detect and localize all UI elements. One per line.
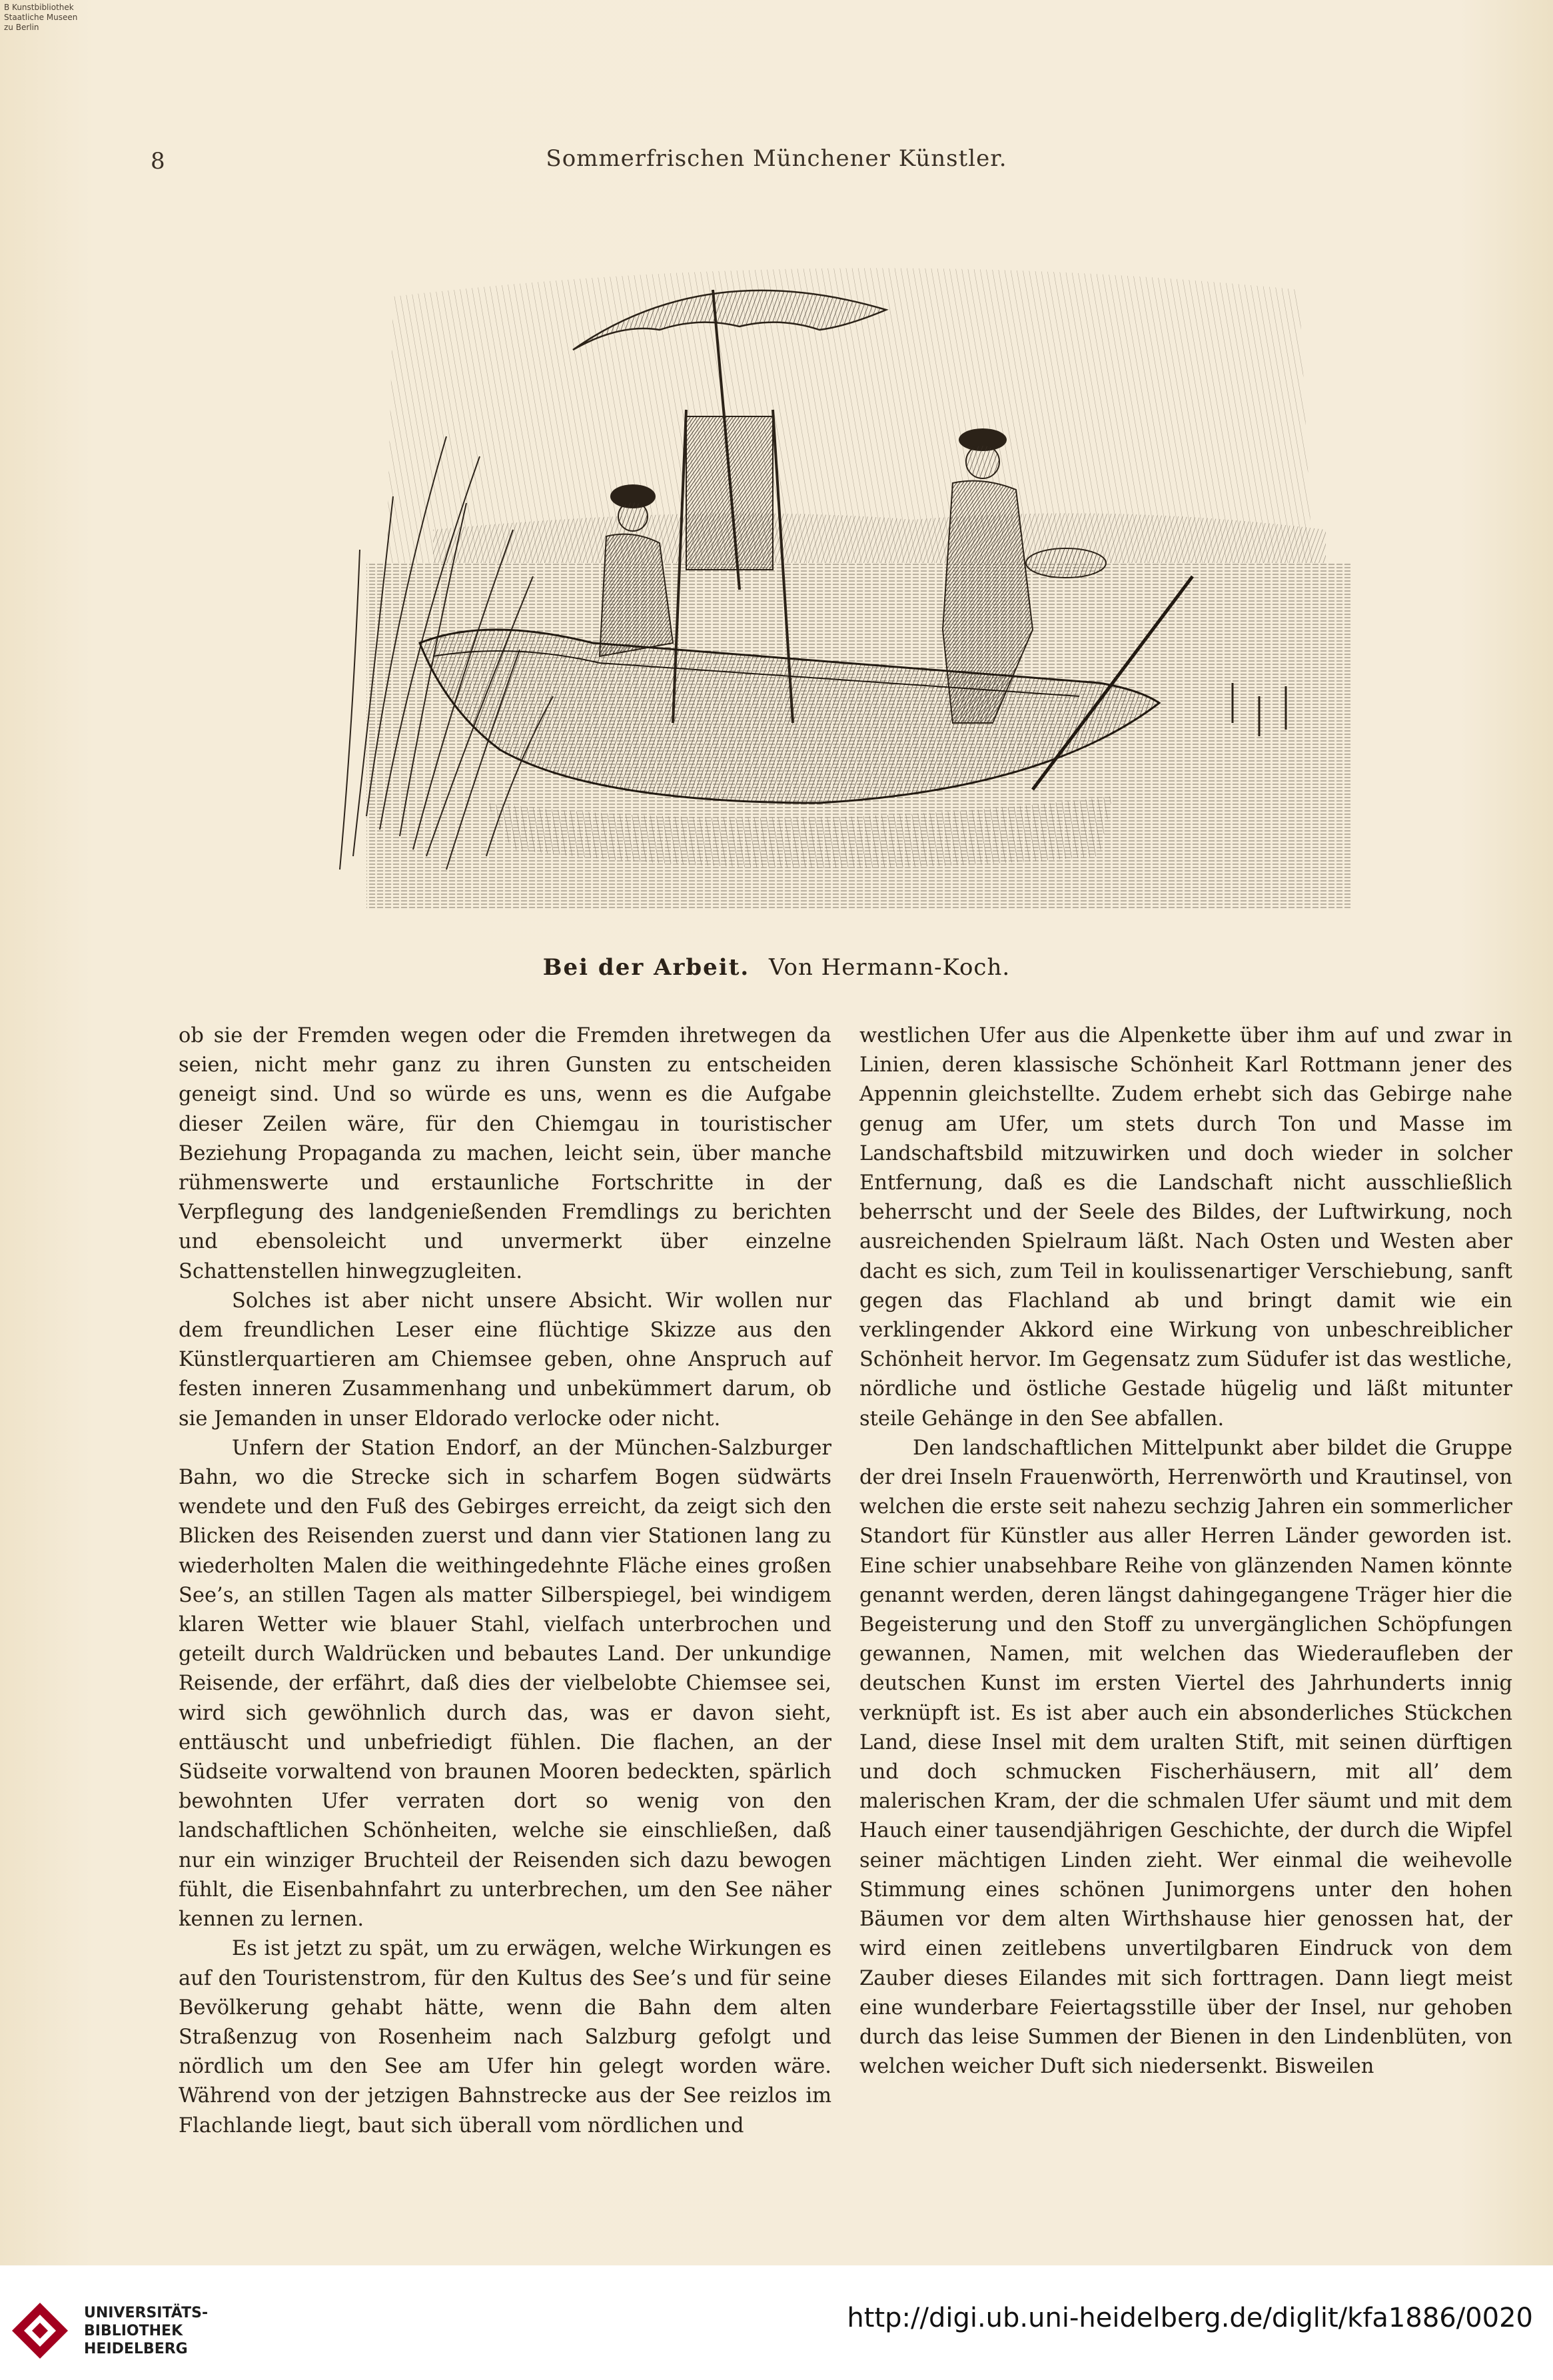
library-name [84,2304,208,2358]
university-library-logo-icon [9,2300,71,2361]
caption-author: Von Hermann-Koch. [769,954,1011,981]
paragraph: Solches ist aber nicht unsere Absicht. Wir wollen nur dem freundlichen Leser eine flüchtige Skizze aus den Künstlerquartieren am Chiemsee geben, ohne Anspruch auf festen inneren Zusammenhang und unbekümmert darum, ob sie Jemanden in unser Eldorado verlocke oder nicht. [179,1289,831,1431]
library-stamp [4,3,104,33]
library-name-line: HEIDELBERG [84,2341,188,2357]
caption-title: Bei der Arbeit. [542,954,750,981]
paragraph: westlichen Ufer aus die Alpenkette über ihm auf und zwar in Linien, deren klassische Schönheit Karl Rottmann jener des Appennin gleichstellte. Zudem erhebt sich das Gebirge nahe genug am Ufer, um stets durch Ton und Masse im Landschaftsbild mitzuwirken und doch wieder in solcher Entfernung, daß es die Landschaft nicht ausschließlich beherrscht und der Seele des Bildes, der Luftwirkung, noch ausreichenden Spielraum läßt. Nach Osten und Westen aber dacht es sich, zum Teil in koulissenartiger Verschiebung, sanft gegen das Flachland ab und bringt damit wie ein verklingender Akkord eine Wirkung von unbeschreiblicher Schönheit hervor. Im Gegensatz zum Südufer ist das westliche, nördliche und östliche Gestade hügelig und läßt mitunter steile Gehänge in den See abfallen. [859,1024,1512,1431]
paragraph: ob sie der Fremden wegen oder die Fremden ihretwegen da seien, nicht mehr ganz zu ihren Gunsten zu entscheiden geneigt sind. Und so würde es uns, wenn es die Aufgabe dieser Zeilen wäre, für den Chiemgau in touristischer Beziehung Propaganda zu machen, leicht sein, über manche rühmenswerte und erstaunliche Fortschritte in der Verpflegung des landgenießenden Fremdlings zu berichten und ebensoleicht und unvermerkt über einzelne Schattenstellen hinwegzugleiten. [179,1024,831,1283]
library-name-line: UNIVERSITÄTS- [84,2305,209,2321]
stamp-line: zu Berlin [4,23,39,32]
digitization-footer [0,2265,1553,2380]
stamp-line: B Kunstbibliothek [4,3,74,12]
text-column-left [179,1021,831,2141]
paragraph: Es ist jetzt zu spät, um zu erwägen, welche Wirkungen es auf den Touristenstrom, für den Kultus des See’s und für seine Bevölkerung gehabt hätte, wenn die Bahn dem alten Straßenzug von Rosenheim nach Salzburg gefolgt und nördlich um den See am Ufer hin gelegt worden wäre. Während von der jetzigen Bahnstrecke aus der See reizlos im Flachlande liegt, baut sich überall vom nördlichen und [179,1937,831,2137]
page-number: 8 [151,148,165,175]
running-title: Sommerfrischen Münchener Künstler. [546,145,1007,172]
stamp-line: Staatliche Museen [4,13,78,22]
text-column-right [859,1021,1512,2082]
illustration-caption [0,954,1553,981]
library-name-line: BIBLIOTHEK [84,2323,183,2339]
engraving-boat-painters-icon [313,217,1379,923]
source-url-link[interactable]: http://digi.ub.uni-heidelberg.de/diglit/kfa1886/0020 [847,2303,1533,2333]
paragraph: Unfern der Station Endorf, an der München-Salzburger Bahn, wo die Strecke sich in scharfem Bogen südwärts wendete und den Fuß des Gebirges erreicht, da zeigt sich den Blicken des Reisenden zuerst und dann vier Stationen lang zu wiederholten Malen die weithingedehnte Fläche eines großen See’s, an stillen Tagen als matter Silberspiegel, bei windigem klaren Wetter wie blauer Stahl, vielfach unterbrochen und geteilt durch Waldrücken und bebautes Land. Der unkundige Reisende, der erfährt, daß dies der vielbelobte Chiemsee sei, wird sich gewöhnlich durch das, was er davon sieht, enttäuscht und unbefriedigt fühlen. Die flachen, an der Südseite vorwaltend von braunen Mooren bedeckten, spärlich bewohnten Ufer verraten dort so wenig von den landschaftlichen Schönheiten, welche sie einschließen, daß nur ein winziger Bruchteil der Reisenden sich dazu bewogen fühlt, die Eisenbahnfahrt zu unterbrechen, um den See näher kennen zu lernen. [179,1436,831,1932]
paragraph: Den landschaftlichen Mittelpunkt aber bildet die Gruppe der drei Inseln Frauenwörth, Herrenwörth und Krautinsel, von welchen die erste seit nahezu sechzig Jahren ein sommerlicher Standort für Künstler aus aller Herren Länder geworden ist. Eine schier unabsehbare Reihe von glänzenden Namen könnte genannt werden, deren längst dahingegangene Träger hier die Begeisterung und den Stoff zu unvergänglichen Schöpfungen gewannen, Namen, mit welchen das Wiederaufleben der deutschen Kunst im ersten Viertel des Jahrhunderts innig verknüpft ist. Es ist aber auch ein absonderliches Stückchen Land, diese Insel mit dem uralten Stift, mit seinen dürftigen und doch schmucken Fischerhäusern, mit all’ dem malerischen Kram, der die schmalen Ufer säumt und mit dem Hauch einer tausendjährigen Geschichte, der durch die Wipfel seiner mächtigen Linden zieht. Wer einmal die weihevolle Stimmung eines schönen Junimorgens unter den hohen Bäumen vor dem alten Wirthshause hier genossen hat, der wird einen zeitlebens unvertilgbaren Eindruck von dem Zauber dieses Eilandes mit sich forttragen. Dann liegt meist eine wunderbare Feiertagsstille über der Insel, nur gehoben durch das leise Summen der Bienen in den Lindenblüten, von welchen weicher Duft sich niedersenkt. Bisweilen [859,1436,1512,2079]
